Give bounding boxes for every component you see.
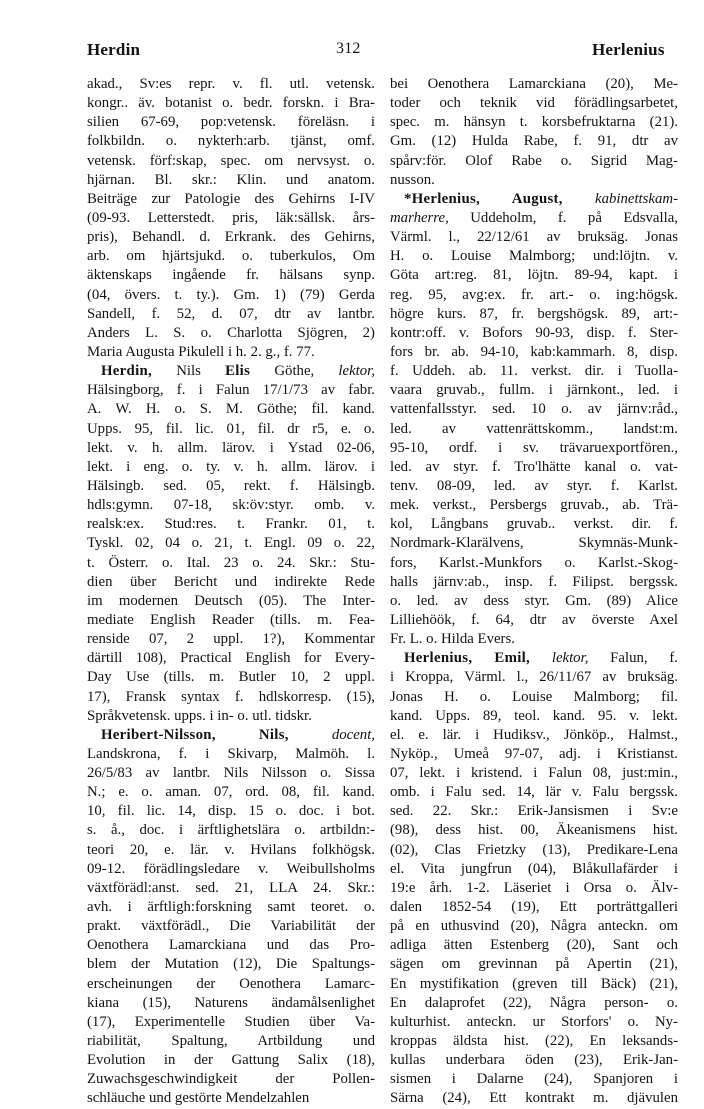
text-line: nusson. — [390, 171, 435, 188]
entry-text: Göthe, — [250, 363, 339, 380]
text-line: marherre, Uddeholm, f. på Edsvalla, — [390, 209, 678, 226]
text-line: Tyskl. 02, 04 o. 21, t. Engl. 09 o. 22, — [87, 535, 375, 552]
text-line: kontr:off. v. Bofors 90-93, disp. f. Ster- — [390, 324, 678, 341]
entry-occupation: kabinettskam- — [595, 190, 678, 207]
text-line: prakt. växtförädl., Die Variabilität der — [87, 918, 375, 935]
text-line: led. av styr. f. Tro'lhätte kanal o. vat- — [390, 458, 678, 475]
text-line: (09-93. Letterstedt. pris, läk:sällsk. års- — [87, 209, 375, 226]
text-line: Upps. 95, fil. lic. 01, fil. dr r5, e. o. — [87, 420, 375, 437]
text-line: erscheinungen der Oenothera Lamarc- — [87, 975, 375, 992]
right-column — [390, 75, 678, 1109]
text-line: Sandell, f. 52, d. 07, dtr av lantbr. — [87, 305, 375, 322]
text-line: el. e. lär. i Hudiksv., Jönköp., Halmst., — [390, 726, 678, 743]
text-line: dien über Bericht und indirekte Rede — [87, 573, 375, 590]
text-line: adliga ätten Estenberg (20), Sant och — [390, 937, 678, 954]
entry-given-names — [530, 650, 552, 666]
text-line: kongr.. äv. botanist o. bedr. forskn. i Bra- — [87, 95, 375, 112]
entry-call-name: Elis — [225, 363, 251, 380]
text-line: silien 67-69, pop:vetensk. föreläsn. i — [87, 114, 375, 131]
left-column — [87, 75, 375, 1109]
text-line: kulturhist. anteckn. ur Storfors' o. Ny- — [390, 1013, 678, 1030]
entry-headword-line — [390, 649, 678, 668]
entry-occupation: marherre, — [390, 209, 449, 226]
text-line: vattenfallsstyr. sed. 10 o. av järnv:råd., — [390, 401, 678, 418]
text-line: blem der Mutation (12), Die Spaltungs- — [87, 956, 375, 973]
text-line: t. Österr. o. Ital. 23 o. 24. Skr.: Stu- — [87, 554, 375, 571]
text-line: kol, Långbans gruvab.. verkst. dir. f. — [390, 516, 678, 533]
text-line: 09-12. förädlingsledare v. Weibullsholms — [87, 860, 375, 877]
text-line: i Kroppa, Värml. l., 26/11/67 av bruksäg. — [390, 669, 678, 686]
text-line: vaara gruvab., fullm. i järnkont., led. i — [390, 382, 678, 399]
text-line: lekt. i eng. o. ty. v. h. allm. lärov. i — [87, 458, 375, 475]
text-line: hdls:gymn. 07-18, sk:öv:styr. omb. v. — [87, 497, 375, 514]
text-line: avh. i ärftligh:forskning samt teoret. o. — [87, 899, 375, 916]
text-line: Hälsingb. sed. 05, rekt. f. Hälsingb. — [87, 477, 375, 494]
text-line: därtill 108), Practical English for Every- — [87, 650, 375, 667]
text-line: växtförädl:anst. sed. 21, LLA 24. Skr.: — [87, 879, 375, 896]
text-line: hjärnan. Bl. skr.: Klin. und anatom. — [87, 171, 375, 188]
entry-text: Falun, f. — [588, 650, 678, 667]
text-line: o. led. av dess styr. Gm. (89) Alice — [390, 592, 678, 609]
entry-headword-line — [390, 190, 678, 209]
text-line: mediate English Reader (tills. m. Fea- — [87, 611, 375, 628]
text-line: sed. 22. Skr.: Erik-Jansismen i Sv:e — [390, 803, 678, 820]
text-line: (02), Clas Frietzky (13), Predikare-Lena — [390, 841, 678, 858]
text-line: Beiträge zur Patologie des Gehirns I-IV — [87, 190, 375, 207]
text-line: Zuwachsgeschwindigkeit der Pollen- — [87, 1071, 375, 1088]
text-line: 17), Fransk syntax f. hdlskorresp. (15), — [87, 688, 375, 705]
text-line: toder och teknik vid förädlingsarbetet, — [390, 95, 678, 112]
entry-text — [289, 727, 332, 743]
text-line: (98), dess hist. 00, Äkeanismens hist. — [390, 822, 678, 839]
text-line: riabilität, Spaltung, Artbildung und — [87, 1033, 375, 1050]
text-line: spec. m. hänsyn t. korsbefruktarna (21). — [390, 114, 678, 131]
entry-occupation: lektor, — [338, 363, 375, 380]
text-line: 95-10, ordf. i sv. trävaruexportfören., — [390, 439, 678, 456]
text-line: (17), Experimentelle Studien über Va- — [87, 1013, 375, 1030]
entry-occupation: lektor, — [551, 650, 589, 667]
text-line: sägen om grevinnan på Apertin (21), — [390, 956, 678, 973]
text-line: arb. om hjärtsjukd. o. tuberkulos, Om — [87, 248, 375, 265]
text-line: Landskrona, f. i Skivarp, Malmöh. l. — [87, 745, 375, 762]
text-line: schläuche und gestörte Mendelzahlen — [87, 1090, 310, 1107]
text-line: tenv. 08-09, led. av styr. f. Karlst. — [390, 477, 678, 494]
entry-given-names: Nils — [152, 363, 226, 380]
text-line: vetensk. förf:skap, spec. om nervsyst. o. — [87, 152, 375, 169]
text-line: Särna (24), Ett kontrakt m. djävulen — [390, 1090, 678, 1107]
text-line: led. av vattenrättskomm., landst:m. — [390, 420, 678, 437]
text-line: En mystifikation (greven till Bäck) (21), — [390, 975, 678, 992]
text-line: Oenothera Lamarckiana und das Pro- — [87, 937, 375, 954]
text-line: omb. i Falu sed. 14, lär v. Falu bergssk. — [390, 784, 678, 801]
text-line: sismen i Dalarne (24), Spanjoren i — [390, 1071, 678, 1088]
entry-occupation: docent, — [331, 726, 375, 743]
text-line: på en uthusvind (20), Några anteckn. om — [390, 918, 678, 935]
text-line: Göta art:reg. 81, löjtn. 89-94, kapt. i — [390, 267, 678, 284]
text-line: 07, lekt. i kristend. i Falun 08, just:min., — [390, 765, 678, 782]
text-line: f. Uddeh. ab. 11. verkst. dir. i Tuolla- — [390, 363, 678, 380]
entry-name: Herdin, — [101, 363, 153, 380]
text-line: Språkvetensk. upps. i in- o. utl. tidskr. — [87, 707, 312, 724]
text-line: Day Use (tills. m. Butler 10, 2 uppl. — [87, 669, 375, 686]
text-line: Lilliehöök, f. 64, dtr av överste Axel — [390, 611, 678, 628]
text-line: fors, Karlst.-Munkfors o. Karlst.-Skog- — [390, 554, 678, 571]
text-line: Gm. (12) Hulda Rabe, f. 91, dtr av — [390, 133, 678, 150]
text-line: Jonas H. o. Louise Malmborg; fil. — [390, 688, 678, 705]
text-line: 19:e årh. 1-2. Läseriet i Orsa o. Älv- — [390, 879, 678, 896]
entry-given-names — [216, 727, 259, 743]
text-line: bei Oenothera Lamarckiana (20), Me- — [390, 76, 678, 92]
text-line: A. W. H. o. S. M. Göthe; fil. kand. — [87, 401, 375, 418]
text-line: högre kurs. 87, fr. bergshögsk. 89, art:- — [390, 305, 678, 322]
text-line: spårv:för. Olof Rabe o. Sigrid Mag- — [390, 152, 678, 169]
text-line: kiana (15), Naturens ändamålsenlighet — [87, 994, 375, 1011]
text-line: dalen 1852-54 (19), Ett porträttgalleri — [390, 899, 678, 916]
text-line: kroppas äldsta hist. (22), En leksands- — [390, 1033, 678, 1050]
entry-name: Herlenius, Emil, — [404, 650, 531, 667]
text-line: 10, fil. lic. 14, disp. 15 o. doc. i bot. — [87, 803, 375, 820]
entry-name: *Herlenius, August, — [404, 190, 563, 207]
text-line: Nyköp., Umeå 97-07, adj. i Kristianst. — [390, 745, 678, 762]
text-line: Värml. l., 22/12/61 av bruksäg. Jonas — [390, 229, 678, 246]
entry-given-names — [563, 191, 595, 207]
running-head-right: Herlenius — [592, 40, 665, 59]
text-line: äktenskaps ingående fr. hälsans synp. — [87, 267, 375, 284]
text-line: mek. verkst., Persbergs gruvab., ab. Trä- — [390, 497, 678, 514]
entry-name: Heribert-Nilsson, — [101, 726, 216, 743]
text-line: (04, övers. t. ty.). Gm. 1) (79) Gerda — [87, 286, 375, 303]
entry-headword-line — [87, 362, 375, 381]
text-line: pris), Behandl. d. Erkrank. des Gehirns, — [87, 229, 375, 246]
text-line: reg. 95, avg:ex. fr. art.- o. ing:högsk. — [390, 286, 678, 303]
text-line: akad., Sv:es repr. v. fl. utl. vetensk. — [87, 76, 375, 92]
text-line: Hälsingborg, f. i Falun 17/1/73 av fabr. — [87, 382, 375, 399]
text-line: renside 07, 2 uppl. 1?), Kommentar — [87, 631, 375, 648]
text-line: folkbildn. o. nykterh:arb. tjänst, omf. — [87, 133, 375, 150]
running-head-left: Herdin — [87, 40, 141, 59]
text-line: realsk:ex. Stud:res. t. Frankr. 01, t. — [87, 516, 375, 533]
text-line: Evolution in der Gattung Salix (18), — [87, 1052, 375, 1069]
text-line: kand. Upps. 89, teol. kand. 95. v. lekt. — [390, 707, 678, 724]
page-number: 312 — [336, 40, 361, 57]
text-line: H. o. Louise Malmborg; und:löjtn. v. — [390, 248, 678, 265]
text-line: Maria Augusta Pikulell i h. 2. g., f. 77. — [87, 343, 315, 360]
text-line: teori 20, e. lär. v. Hvilans folkhögsk. — [87, 841, 375, 858]
text-line: halls järnv:ab., insp. f. Filipst. bergssk. — [390, 573, 678, 590]
text-line: N.; e. o. aman. 07, ord. 08, fil. kand. — [87, 784, 375, 801]
text-line: Fr. L. o. Hilda Evers. — [390, 631, 515, 648]
text-line: lekt. v. h. allm. lärov. i Ystad 02-06, — [87, 439, 375, 456]
entry-headword-line — [87, 726, 375, 745]
text-line: kullas underbara öden (23), Erik-Jan- — [390, 1052, 678, 1069]
text-line: fors br. ab. 94-10, kab:kammarh. 8, disp. — [390, 343, 678, 360]
entry-call-name: Nils, — [258, 726, 289, 743]
text-line: En dalaprofet (22), Några person- o. — [390, 994, 678, 1011]
text-line: Anders L. S. o. Charlotta Sjögren, 2) — [87, 324, 375, 341]
text-line: im modernen Deutsch (05). The Inter- — [87, 592, 375, 609]
text-line: el. Vita jungfrun (04), Blåkullafärder i — [390, 860, 678, 877]
text-line: s. å., doc. i ärftlighetslära o. artbildn:- — [87, 822, 375, 839]
text-line: Nordmark-Klarälvens, Skymnäs-Munk- — [390, 535, 678, 552]
text-line: 26/5/83 av lantbr. Nils Nilsson o. Sissa — [87, 765, 375, 782]
